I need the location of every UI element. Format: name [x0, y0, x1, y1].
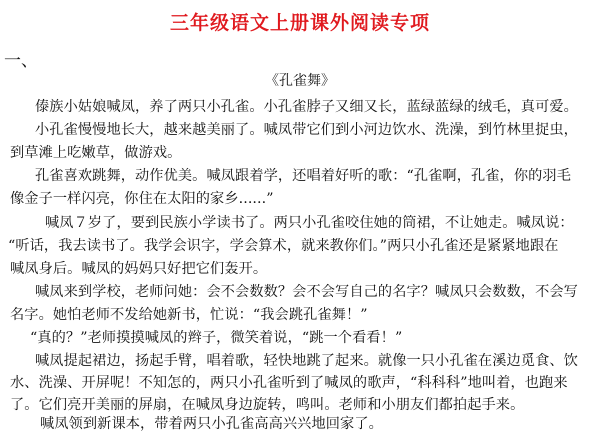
- text-line: 了。它们亮开美丽的屏扇，在喊凤身边旋转，鸣叫。老师和小朋友们都拍起手来。: [10, 397, 525, 413]
- section-number: 一、: [4, 51, 38, 71]
- text-line: 孔雀喜欢跳舞，动作优美。喊凤跟着学，还唱着好听的歌：“孔雀啊，孔雀，你的羽毛: [35, 168, 571, 184]
- text-line: 喊凤身后。喊凤的妈妈只好把它们轰开。: [10, 261, 268, 277]
- text-line: 小孔雀慢慢地长大，越来越美丽了。喊凤带它们到小河边饮水、洗澡，到竹林里捉虫，: [35, 122, 578, 138]
- text-line: 喊凤７岁了，要到民族小学读书了。两只小孔雀咬住她的筒裙，不让她走。喊凤说：: [45, 215, 574, 231]
- text-line: 像金子一样闪亮，你住在太阳的家乡......”: [10, 191, 274, 207]
- text-line: “真的？”老师摸摸喊凤的辫子，微笑着说，“跳一个看看！”: [30, 330, 403, 346]
- text-line: 喊凤领到新课本，带着两只小孔雀高高兴兴地回家了。: [40, 416, 383, 432]
- story-title: 《孔雀舞》: [265, 73, 335, 89]
- document-title: 三年级语文上册课外阅读专项: [169, 12, 430, 34]
- text-line: 喊凤提起裙边，扬起手臂，唱着歌，轻快地跳了起来。就像一只小孔雀在溪边觅食、饮: [35, 353, 578, 369]
- text-line: 喊凤来到学校，老师问她：会不会数数？会不会写自己的名字？喊凤只会数数，不会写: [35, 284, 578, 300]
- text-line: 水、洗澡、开屏呢！不知怎的，两只小孔雀听到了喊凤的歌声，“科科科”地叫着，也跑来: [10, 375, 568, 391]
- text-line: 到草滩上吃嫩草，做游戏。: [10, 145, 182, 161]
- text-line: 傣族小姑娘喊凤，养了两只小孔雀。小孔雀脖子又细又长，蓝绿蓝绿的绒毛，真可爱。: [35, 99, 578, 115]
- text-line: 名字。她怕老师不发给她新书，忙说：“我会跳孔雀舞！”: [10, 307, 368, 323]
- text-line: “听话，我去读书了。我学会识字，学会算术，就来教你们。”两只小孔雀还是紧紧地跟在: [8, 238, 559, 254]
